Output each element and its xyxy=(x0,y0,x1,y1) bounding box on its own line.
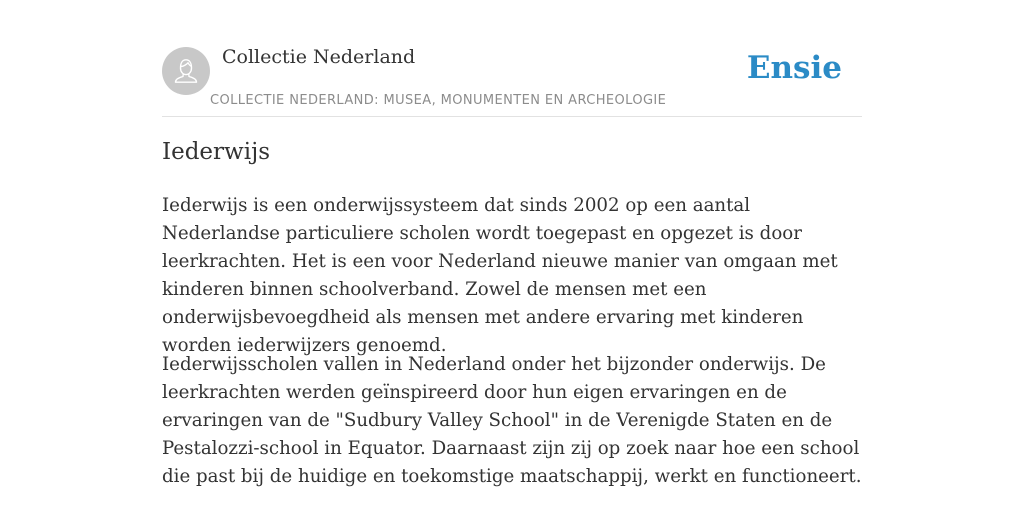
article-paragraph-2: Iederwijsscholen vallen in Nederland onder het bijzonder onderwijs. De leerkrachten werden geïnspireerd door hun eigen ervaringen en de ervaringen van de "Sudbury Valley School" in de Verenigde Staten en de Pestalozzi-school in Equator. Daarnaast zijn zij op zoek naar hoe een school die past bij de huidige en toekomstige maatschappij, werkt en functioneert. xyxy=(162,354,862,487)
brand-logo[interactable]: Ensie xyxy=(746,50,842,86)
article-page xyxy=(162,0,862,512)
author-name[interactable]: Collectie Nederland xyxy=(222,46,416,68)
category-link[interactable]: COLLECTIE NEDERLAND: MUSEA, MONUMENTEN EN ARCHEOLOGIE xyxy=(210,93,667,108)
author-avatar[interactable] xyxy=(162,47,210,95)
article-header xyxy=(162,0,862,117)
article-paragraph-1: Iederwijs is een onderwijssysteem dat sinds 2002 op een aantal Nederlandse particuliere scholen wordt toegepast en opgezet is door leerkrachten. Het is een voor Nederland nieuwe manier van omgaan met kinderen binnen schoolverband. Zowel de mensen met een onderwijsbevoegdheid als mensen met andere ervaring met kinderen worden iederwijzers genoemd. xyxy=(162,195,838,356)
article-title: Iederwijs xyxy=(162,139,271,165)
user-outline-icon xyxy=(162,47,210,95)
